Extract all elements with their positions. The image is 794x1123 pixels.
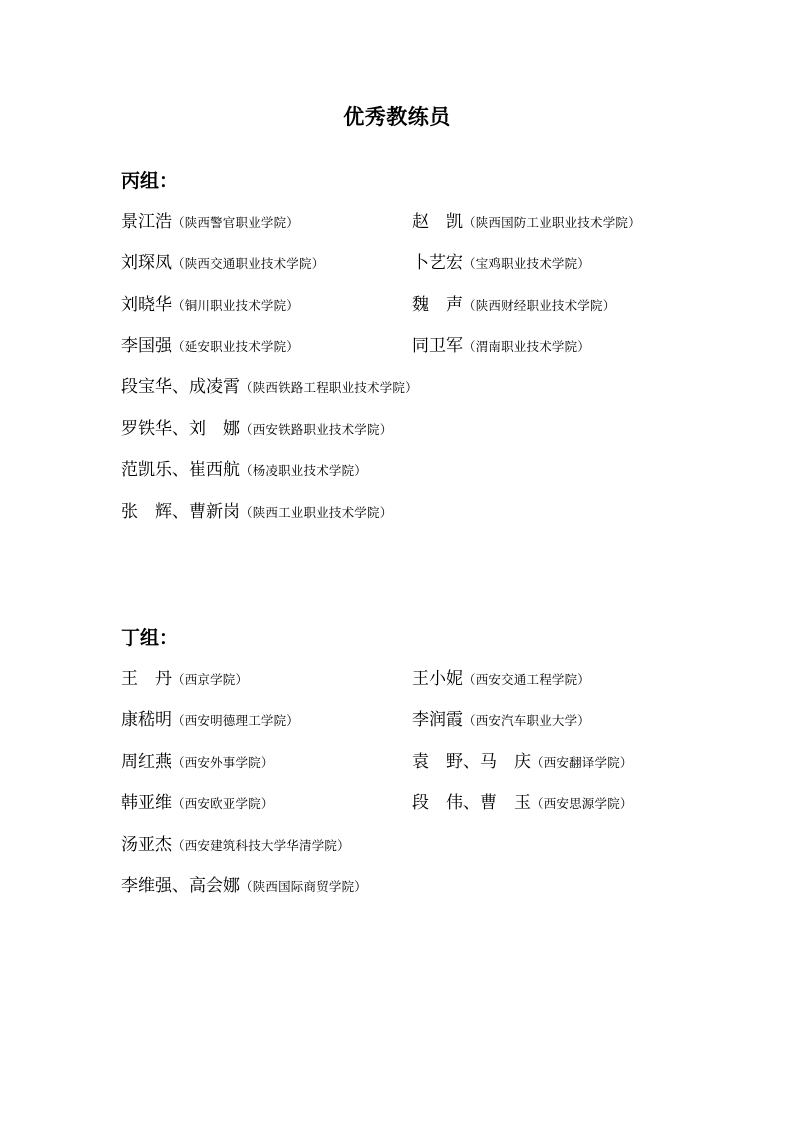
list-item <box>121 791 274 816</box>
coach-institution: （陕西铁路工程职业技术学院） <box>240 380 418 395</box>
list-item <box>121 500 392 525</box>
list-item <box>121 293 299 318</box>
coach-name: 汤亚杰 <box>121 835 172 855</box>
list-item <box>121 750 274 775</box>
coach-institution: （陕西国防工业职业技术学院） <box>463 215 641 230</box>
coach-institution: （陕西财经职业技术学院） <box>463 298 616 313</box>
list-item <box>121 458 367 483</box>
list-item <box>121 833 350 858</box>
coach-name: 段 伟、曹 玉 <box>412 793 531 813</box>
list-item <box>121 210 299 235</box>
page-title: 优秀教练员 <box>343 105 451 129</box>
coach-institution: （渭南职业技术学院） <box>463 339 591 354</box>
list-item <box>412 293 615 318</box>
coach-name: 李维强、高会娜 <box>121 876 240 896</box>
list-item <box>121 417 392 442</box>
coach-institution: （陕西警官职业学院） <box>172 215 300 230</box>
coach-name: 刘琛凤 <box>121 253 172 273</box>
list-item <box>121 708 299 733</box>
coach-institution: （铜川职业技术学院） <box>172 298 300 313</box>
coach-institution: （西安翻译学院） <box>531 755 633 770</box>
coach-institution: （西安思源学院） <box>531 796 633 811</box>
list-item <box>412 791 633 816</box>
list-item <box>121 375 418 400</box>
coach-name: 李国强 <box>121 336 172 356</box>
coach-name: 魏 声 <box>412 295 463 315</box>
coach-institution: （西安欧亚学院） <box>172 796 274 811</box>
coach-institution: （杨凌职业技术学院） <box>240 463 368 478</box>
list-item <box>412 708 590 733</box>
coach-name: 同卫军 <box>412 336 463 356</box>
coach-name: 卜艺宏 <box>412 253 463 273</box>
coach-name: 周红燕 <box>121 752 172 772</box>
list-item <box>412 667 590 692</box>
coach-name: 王小妮 <box>412 669 463 689</box>
coach-name: 袁 野、马 庆 <box>412 752 531 772</box>
coach-name: 康嵇明 <box>121 710 172 730</box>
coach-name: 段宝华、成凌霄 <box>121 377 240 397</box>
list-item <box>412 251 590 276</box>
coach-institution: （陕西交通职业技术学院） <box>172 256 325 271</box>
list-item <box>412 210 641 235</box>
coach-name: 刘晓华 <box>121 295 172 315</box>
list-item <box>121 334 299 359</box>
list-item <box>412 334 590 359</box>
coach-institution: （西安明德理工学院） <box>172 713 300 728</box>
list-item <box>121 667 248 692</box>
list-item <box>412 750 633 775</box>
coach-name: 景江浩 <box>121 212 172 232</box>
coach-institution: （西安外事学院） <box>172 755 274 770</box>
coach-name: 张 辉、曹新岗 <box>121 502 240 522</box>
coach-name: 韩亚维 <box>121 793 172 813</box>
coach-name: 范凯乐、崔西航 <box>121 460 240 480</box>
coach-institution: （西安铁路职业技术学院） <box>240 422 393 437</box>
coach-institution: （西安交通工程学院） <box>463 672 591 687</box>
group-heading-ding: 丁组： <box>121 627 179 649</box>
coach-institution: （西安建筑科技大学华清学院） <box>172 838 350 853</box>
list-item <box>121 874 367 899</box>
coach-institution: （陕西国际商贸学院） <box>240 879 368 894</box>
coach-name: 李润霞 <box>412 710 463 730</box>
coach-institution: （陕西工业职业技术学院） <box>240 505 393 520</box>
coach-name: 王 丹 <box>121 669 172 689</box>
group-heading-bing: 丙组： <box>121 170 179 192</box>
coach-institution: （西京学院） <box>172 672 249 687</box>
list-item <box>121 251 324 276</box>
coach-name: 罗铁华、刘 娜 <box>121 419 240 439</box>
coach-name: 赵 凯 <box>412 212 463 232</box>
coach-institution: （宝鸡职业技术学院） <box>463 256 591 271</box>
coach-institution: （西安汽车职业大学） <box>463 713 591 728</box>
coach-institution: （延安职业技术学院） <box>172 339 300 354</box>
